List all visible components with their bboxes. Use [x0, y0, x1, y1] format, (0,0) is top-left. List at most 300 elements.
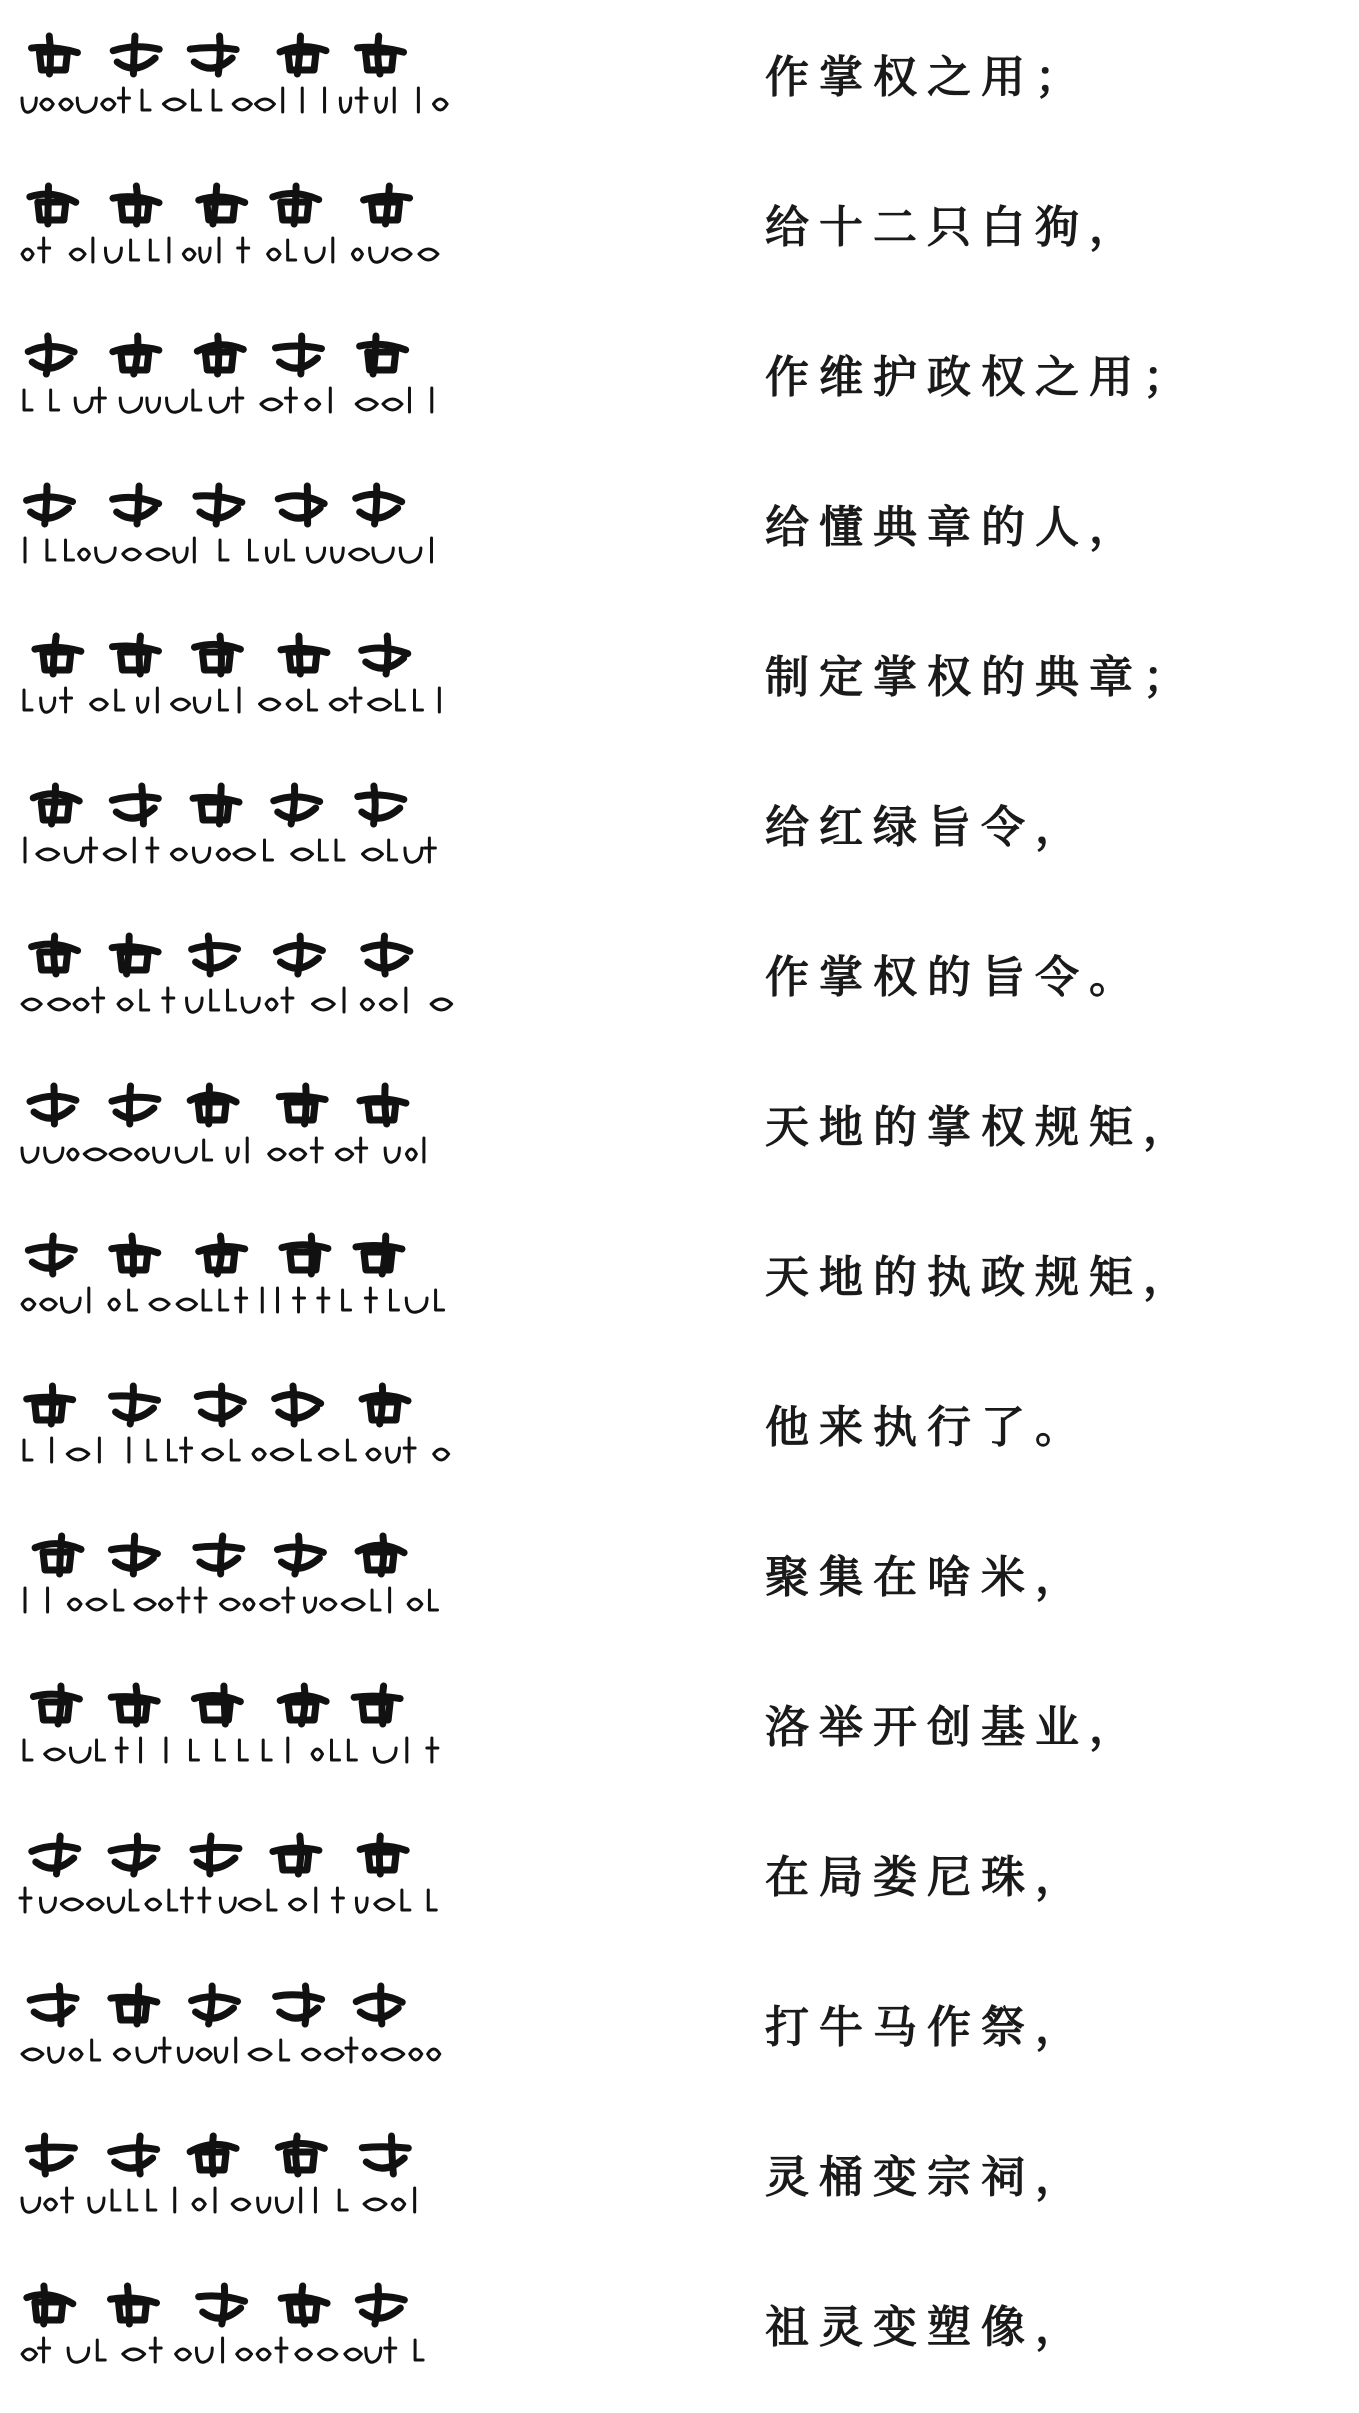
romanization-stroke	[109, 1299, 119, 1310]
romanization-stroke	[47, 540, 55, 560]
romanization-stroke	[141, 990, 149, 1010]
romanization-stroke	[289, 1899, 305, 1910]
romanization-stroke	[147, 398, 160, 412]
romanization-stroke	[217, 1740, 225, 1760]
romanization-stroke	[372, 1590, 380, 1610]
chinese-translation: 祖灵变塑像，	[765, 2302, 1089, 2353]
romanization-stroke	[350, 549, 369, 560]
glyph-stroke	[281, 1852, 309, 1870]
glyph-stroke	[190, 48, 236, 50]
romanization-stroke	[200, 248, 210, 262]
glyph-stroke	[287, 1102, 315, 1120]
verse-row	[0, 756, 1359, 906]
romanization-stroke	[356, 399, 377, 410]
verse-row	[0, 1506, 1359, 1656]
romanization-stroke	[22, 2049, 43, 2060]
romanization-stroke	[242, 998, 259, 1012]
romanization-stroke	[211, 990, 219, 1010]
glyph-stroke	[356, 1246, 402, 1249]
romanization-stroke	[281, 2040, 289, 2060]
romanization-stroke	[220, 690, 228, 710]
romanization-stroke	[260, 699, 280, 710]
romanization-stroke	[431, 999, 452, 1010]
romanization-stroke	[176, 1148, 196, 1162]
glyph-stroke	[34, 2008, 72, 2018]
romanization-stroke	[51, 390, 59, 410]
romanization-stroke	[137, 698, 147, 712]
romanization-stroke	[307, 548, 324, 562]
romanization-stroke	[408, 1599, 422, 1610]
romanization-stroke	[400, 548, 421, 562]
romanization-stroke	[231, 1440, 239, 1460]
handwritten-script-image	[18, 1974, 458, 2084]
verse-row	[0, 1806, 1359, 1956]
romanization-stroke	[22, 999, 41, 1010]
romanization-stroke	[220, 1599, 239, 1610]
romanization-stroke	[325, 2049, 343, 2060]
romanization-stroke	[367, 1449, 380, 1460]
romanization-stroke	[137, 2048, 156, 2062]
chinese-translation: 打牛马作祭，	[765, 2002, 1089, 2053]
glyph-stroke	[201, 802, 229, 820]
romanization-stroke	[37, 849, 59, 860]
romanization-stroke	[65, 848, 83, 862]
romanization-stroke	[321, 1599, 336, 1610]
romanization-stroke	[249, 540, 257, 560]
glyph-stroke	[32, 1846, 78, 1851]
romanization-stroke	[433, 99, 447, 110]
yi-script-glyphs	[18, 2274, 458, 2384]
romanization-stroke	[434, 1449, 449, 1460]
romanization-stroke	[232, 2199, 250, 2210]
romanization-stroke	[91, 699, 108, 710]
yi-script-glyphs	[18, 1974, 458, 2084]
romanization-stroke	[276, 2198, 292, 2212]
romanization-stroke	[234, 849, 255, 860]
romanization-stroke	[306, 399, 320, 410]
romanization-stroke	[306, 248, 324, 262]
romanization-stroke	[142, 90, 150, 110]
yi-script-glyphs	[18, 474, 458, 584]
glyph-stroke	[196, 958, 234, 968]
romanization-stroke	[336, 840, 344, 860]
romanization-stroke	[193, 90, 201, 110]
romanization-stroke	[41, 1299, 57, 1310]
romanization-stroke	[406, 1149, 416, 1160]
chinese-translation: 聚集在啥米，	[765, 1552, 1089, 1603]
glyph-stroke	[354, 1696, 400, 1698]
romanization-stroke	[61, 1899, 82, 1910]
romanization-stroke	[96, 548, 116, 562]
romanization-stroke	[342, 1599, 364, 1610]
romanization-stroke	[24, 690, 32, 710]
glyph-stroke	[41, 1702, 69, 1720]
glyph-stroke	[38, 202, 66, 220]
romanization-stroke	[45, 1749, 65, 1760]
romanization-stroke	[244, 1599, 254, 1610]
romanization-stroke	[190, 1740, 198, 1760]
romanization-stroke	[174, 548, 187, 562]
romanization-stroke	[70, 249, 85, 260]
romanization-stroke	[178, 2048, 192, 2062]
romanization-stroke	[253, 1449, 265, 1460]
chinese-translation: 在局娄尼珠，	[765, 1852, 1089, 1903]
romanization-stroke	[120, 398, 141, 412]
glyph-stroke	[33, 1694, 79, 1699]
yi-script-glyphs	[18, 924, 458, 1034]
romanization-stroke	[266, 999, 277, 1010]
romanization-stroke	[168, 1440, 176, 1460]
romanization-stroke	[414, 690, 422, 710]
yi-script-glyphs	[18, 174, 458, 284]
romanization-stroke	[171, 849, 186, 860]
verse-row	[0, 1656, 1359, 1806]
handwritten-script-image	[18, 774, 458, 884]
romanization-stroke	[118, 999, 132, 1010]
romanization-stroke	[332, 548, 344, 562]
romanization-stroke	[61, 1298, 80, 1312]
romanization-stroke	[115, 1590, 123, 1610]
handwritten-script-image	[18, 474, 458, 584]
romanization-stroke	[87, 1599, 106, 1610]
yi-script-glyphs	[18, 1374, 458, 1484]
romanization-stroke	[104, 849, 125, 860]
glyph-stroke	[32, 2158, 70, 2168]
romanization-stroke	[102, 99, 115, 110]
romanization-stroke	[387, 1448, 400, 1462]
yi-script-glyphs	[18, 1524, 458, 1634]
romanization-stroke	[148, 2190, 156, 2210]
romanization-stroke	[108, 1898, 123, 1912]
romanization-stroke	[194, 698, 209, 712]
handwritten-script-image	[18, 1224, 458, 1334]
romanization-stroke	[49, 999, 70, 1010]
romanization-stroke	[131, 240, 139, 260]
yi-script-glyphs	[18, 324, 458, 434]
romanization-stroke	[356, 1898, 367, 1912]
romanization-stroke	[237, 2349, 252, 2360]
handwritten-script-image	[18, 624, 458, 734]
romanization-stroke	[135, 1149, 148, 1160]
romanization-stroke	[213, 90, 221, 110]
verse-row	[0, 1056, 1359, 1206]
romanization-stroke	[339, 2190, 347, 2210]
romanization-stroke	[312, 1749, 322, 1760]
romanization-stroke	[249, 2049, 271, 2060]
handwritten-script-image	[18, 1074, 458, 1184]
romanization-stroke	[336, 1149, 352, 1160]
romanization-stroke	[419, 249, 438, 260]
romanization-stroke	[343, 1290, 351, 1310]
romanization-stroke	[405, 848, 422, 862]
glyph-stroke	[28, 2147, 74, 2149]
romanization-stroke	[390, 1290, 398, 1310]
yi-script-glyphs	[18, 1674, 458, 1784]
romanization-stroke	[319, 1449, 338, 1460]
verse-row	[0, 1956, 1359, 2106]
romanization-stroke	[215, 2048, 226, 2062]
glyph-stroke	[276, 1995, 322, 2000]
verse-row	[0, 156, 1359, 306]
romanization-stroke	[392, 249, 411, 260]
romanization-stroke	[406, 1298, 427, 1312]
glyph-stroke	[30, 1997, 76, 2001]
glyph-stroke	[202, 1702, 230, 1720]
romanization-stroke	[24, 390, 32, 410]
romanization-stroke	[41, 698, 55, 712]
romanization-stroke	[163, 99, 185, 110]
glyph-stroke	[119, 2002, 147, 2020]
glyph-stroke	[192, 946, 238, 950]
romanization-stroke	[352, 249, 362, 260]
romanization-stroke	[79, 549, 90, 560]
romanization-stroke	[382, 2049, 404, 2060]
romanization-stroke	[77, 98, 96, 112]
glyph-stroke	[35, 2302, 63, 2320]
romanization-stroke	[268, 1890, 276, 1910]
romanization-stroke	[220, 1898, 235, 1912]
romanization-stroke	[258, 2198, 270, 2212]
romanization-stroke	[22, 2349, 37, 2360]
handwritten-script-image	[18, 1824, 458, 1934]
verse-row	[0, 1206, 1359, 1356]
verse-row	[0, 6, 1359, 156]
yi-script-glyphs	[18, 624, 458, 734]
romanization-stroke	[176, 2349, 191, 2360]
romanization-stroke	[340, 98, 350, 112]
romanization-stroke	[220, 540, 228, 560]
glyph-stroke	[362, 2308, 400, 2318]
handwritten-script-image	[18, 1374, 458, 1484]
romanization-stroke	[370, 248, 387, 262]
romanization-stroke	[193, 390, 201, 410]
romanization-stroke	[271, 1449, 292, 1460]
romanization-stroke	[255, 99, 274, 110]
romanization-stroke	[362, 849, 382, 860]
romanization-stroke	[410, 2049, 422, 2060]
romanization-stroke	[385, 1148, 399, 1162]
yi-script-glyphs	[18, 1224, 458, 1334]
handwritten-script-image	[18, 174, 458, 284]
romanization-stroke	[429, 1590, 437, 1610]
romanization-stroke	[75, 398, 92, 412]
glyph-stroke	[115, 2158, 153, 2168]
glyph-stroke	[202, 652, 230, 670]
romanization-stroke	[257, 2349, 270, 2360]
romanization-stroke	[261, 399, 282, 410]
romanization-stroke	[22, 249, 33, 260]
glyph-stroke	[278, 2143, 324, 2148]
glyph-stroke	[280, 2008, 318, 2018]
romanization-stroke	[154, 1148, 169, 1162]
romanization-stroke	[129, 2190, 137, 2210]
yi-script-glyphs	[18, 2124, 458, 2234]
romanization-stroke	[261, 1599, 279, 1610]
romanization-stroke	[265, 840, 273, 860]
romanization-stroke	[227, 1148, 238, 1162]
romanization-stroke	[364, 2199, 386, 2210]
romanization-stroke	[304, 1598, 315, 1612]
romanization-stroke	[22, 98, 36, 112]
romanization-stroke	[193, 848, 209, 862]
romanization-stroke	[68, 1149, 78, 1160]
chinese-translation: 作掌权的旨令。	[765, 952, 1143, 1003]
romanization-stroke	[45, 2199, 57, 2210]
romanization-stroke	[348, 1740, 356, 1760]
romanization-stroke	[428, 1890, 436, 1910]
romanization-stroke	[331, 1740, 339, 1760]
handwritten-script-image	[18, 2274, 458, 2384]
romanization-stroke	[286, 540, 294, 560]
romanization-stroke	[68, 2348, 89, 2362]
romanization-stroke	[373, 548, 393, 562]
glyph-stroke	[286, 2152, 314, 2170]
romanization-stroke	[210, 398, 228, 412]
romanization-stroke	[269, 1149, 285, 1160]
romanization-stroke	[84, 1149, 106, 1160]
glyph-stroke	[120, 652, 148, 670]
romanization-stroke	[203, 1290, 211, 1310]
romanization-stroke	[287, 699, 301, 710]
romanization-stroke	[68, 1599, 81, 1610]
romanization-stroke	[197, 2049, 211, 2060]
glyph-stroke	[112, 1097, 158, 1101]
romanization-stroke	[302, 1440, 310, 1460]
romanization-stroke	[89, 2198, 104, 2212]
chinese-translation: 给十二只白狗，	[765, 202, 1143, 253]
romanization-stroke	[70, 2049, 82, 2060]
romanization-stroke	[97, 2340, 105, 2360]
romanization-stroke	[112, 2190, 120, 2210]
romanization-stroke	[366, 2348, 381, 2362]
romanization-stroke	[22, 2198, 40, 2212]
romanization-stroke	[196, 2348, 212, 2362]
verse-row	[0, 456, 1359, 606]
chinese-translation: 洛举开创基业，	[765, 1702, 1143, 1753]
romanization-stroke	[374, 1748, 396, 1762]
romanization-stroke	[169, 1890, 177, 1910]
romanization-stroke	[288, 240, 296, 260]
glyph-stroke	[282, 508, 320, 518]
verse-row	[0, 606, 1359, 756]
romanization-stroke	[375, 1899, 394, 1910]
glyph-stroke	[116, 808, 154, 818]
handwritten-script-image	[18, 1674, 458, 1784]
romanization-stroke	[114, 2049, 129, 2060]
romanization-stroke	[167, 398, 187, 412]
glyph-stroke	[275, 1394, 321, 1403]
romanization-stroke	[22, 1148, 38, 1162]
glyph-stroke	[119, 1702, 147, 1720]
romanization-stroke	[239, 1740, 247, 1760]
romanization-stroke	[49, 2048, 64, 2062]
glyph-stroke	[207, 202, 235, 220]
romanization-stroke	[415, 2340, 423, 2360]
romanization-stroke	[380, 999, 396, 1010]
romanization-stroke	[60, 99, 72, 110]
romanization-stroke	[87, 1899, 103, 1910]
romanization-stroke	[123, 549, 141, 560]
romanization-stroke	[363, 2049, 376, 2060]
romanization-stroke	[436, 1290, 444, 1310]
handwritten-script-image	[18, 324, 458, 434]
glyph-stroke	[120, 952, 148, 970]
romanization-stroke	[347, 1440, 355, 1460]
glyph-stroke	[362, 2147, 408, 2148]
verse-row	[0, 2106, 1359, 2256]
romanization-stroke	[105, 248, 121, 262]
romanization-stroke	[376, 98, 387, 112]
romanization-stroke	[172, 699, 190, 710]
romanization-stroke	[146, 1899, 161, 1910]
chinese-translation: 天地的执政规矩，	[765, 1252, 1197, 1303]
romanization-stroke	[397, 690, 405, 710]
glyph-stroke	[193, 1847, 239, 1849]
chinese-translation: 给懂典章的人，	[765, 502, 1143, 553]
romanization-stroke	[290, 1149, 306, 1160]
glyph-stroke	[116, 1108, 154, 1118]
romanization-stroke	[263, 1740, 271, 1760]
romanization-stroke	[40, 1898, 55, 1912]
chinese-translation: 灵桶变宗祠，	[765, 2152, 1089, 2203]
romanization-stroke	[389, 840, 397, 860]
handwritten-script-image	[18, 924, 458, 1034]
romanization-stroke	[150, 1299, 169, 1310]
glyph-stroke	[362, 1702, 390, 1720]
yi-script-glyphs	[18, 24, 458, 134]
verse-row	[0, 906, 1359, 1056]
chinese-translation: 给红绿旨令，	[765, 802, 1089, 853]
yi-script-glyphs	[18, 1074, 458, 1184]
romanization-stroke	[228, 990, 236, 1010]
romanization-stroke	[402, 1890, 410, 1910]
chinese-translation: 制定掌权的典章；	[765, 652, 1197, 703]
romanization-stroke	[239, 1899, 260, 1910]
glyph-stroke	[364, 1252, 392, 1270]
romanization-stroke	[187, 998, 203, 1012]
handwritten-script-image	[18, 2124, 458, 2234]
romanization-stroke	[220, 1290, 228, 1310]
romanization-stroke	[123, 2349, 145, 2360]
romanization-stroke	[345, 2349, 362, 2360]
romanization-stroke	[41, 99, 54, 110]
romanization-stroke	[313, 999, 335, 1010]
romanization-stroke	[116, 690, 124, 710]
romanization-stroke	[428, 2049, 440, 2060]
romanization-stroke	[66, 540, 74, 560]
yi-script-glyphs	[18, 1824, 458, 1934]
romanization-stroke	[45, 1148, 63, 1162]
chinese-translation: 天地的掌权规矩，	[765, 1102, 1197, 1153]
romanization-stroke	[268, 249, 280, 260]
romanization-stroke	[369, 699, 391, 710]
romanization-stroke	[383, 399, 402, 410]
romanization-stroke	[177, 1299, 196, 1310]
glyph-stroke	[282, 1245, 328, 1249]
romanization-stroke	[183, 249, 195, 260]
romanization-stroke	[110, 1149, 131, 1160]
verse-row	[0, 306, 1359, 456]
verse-row	[0, 1356, 1359, 1506]
romanization-stroke	[22, 1299, 35, 1310]
romanization-stroke	[361, 999, 373, 1010]
romanization-stroke	[392, 2199, 404, 2210]
chinese-translation: 作维护政权之用；	[765, 352, 1197, 403]
romanization-stroke	[217, 849, 229, 860]
glyph-stroke	[112, 797, 158, 801]
glyph-stroke	[194, 58, 232, 68]
romanization-stroke	[233, 99, 251, 110]
